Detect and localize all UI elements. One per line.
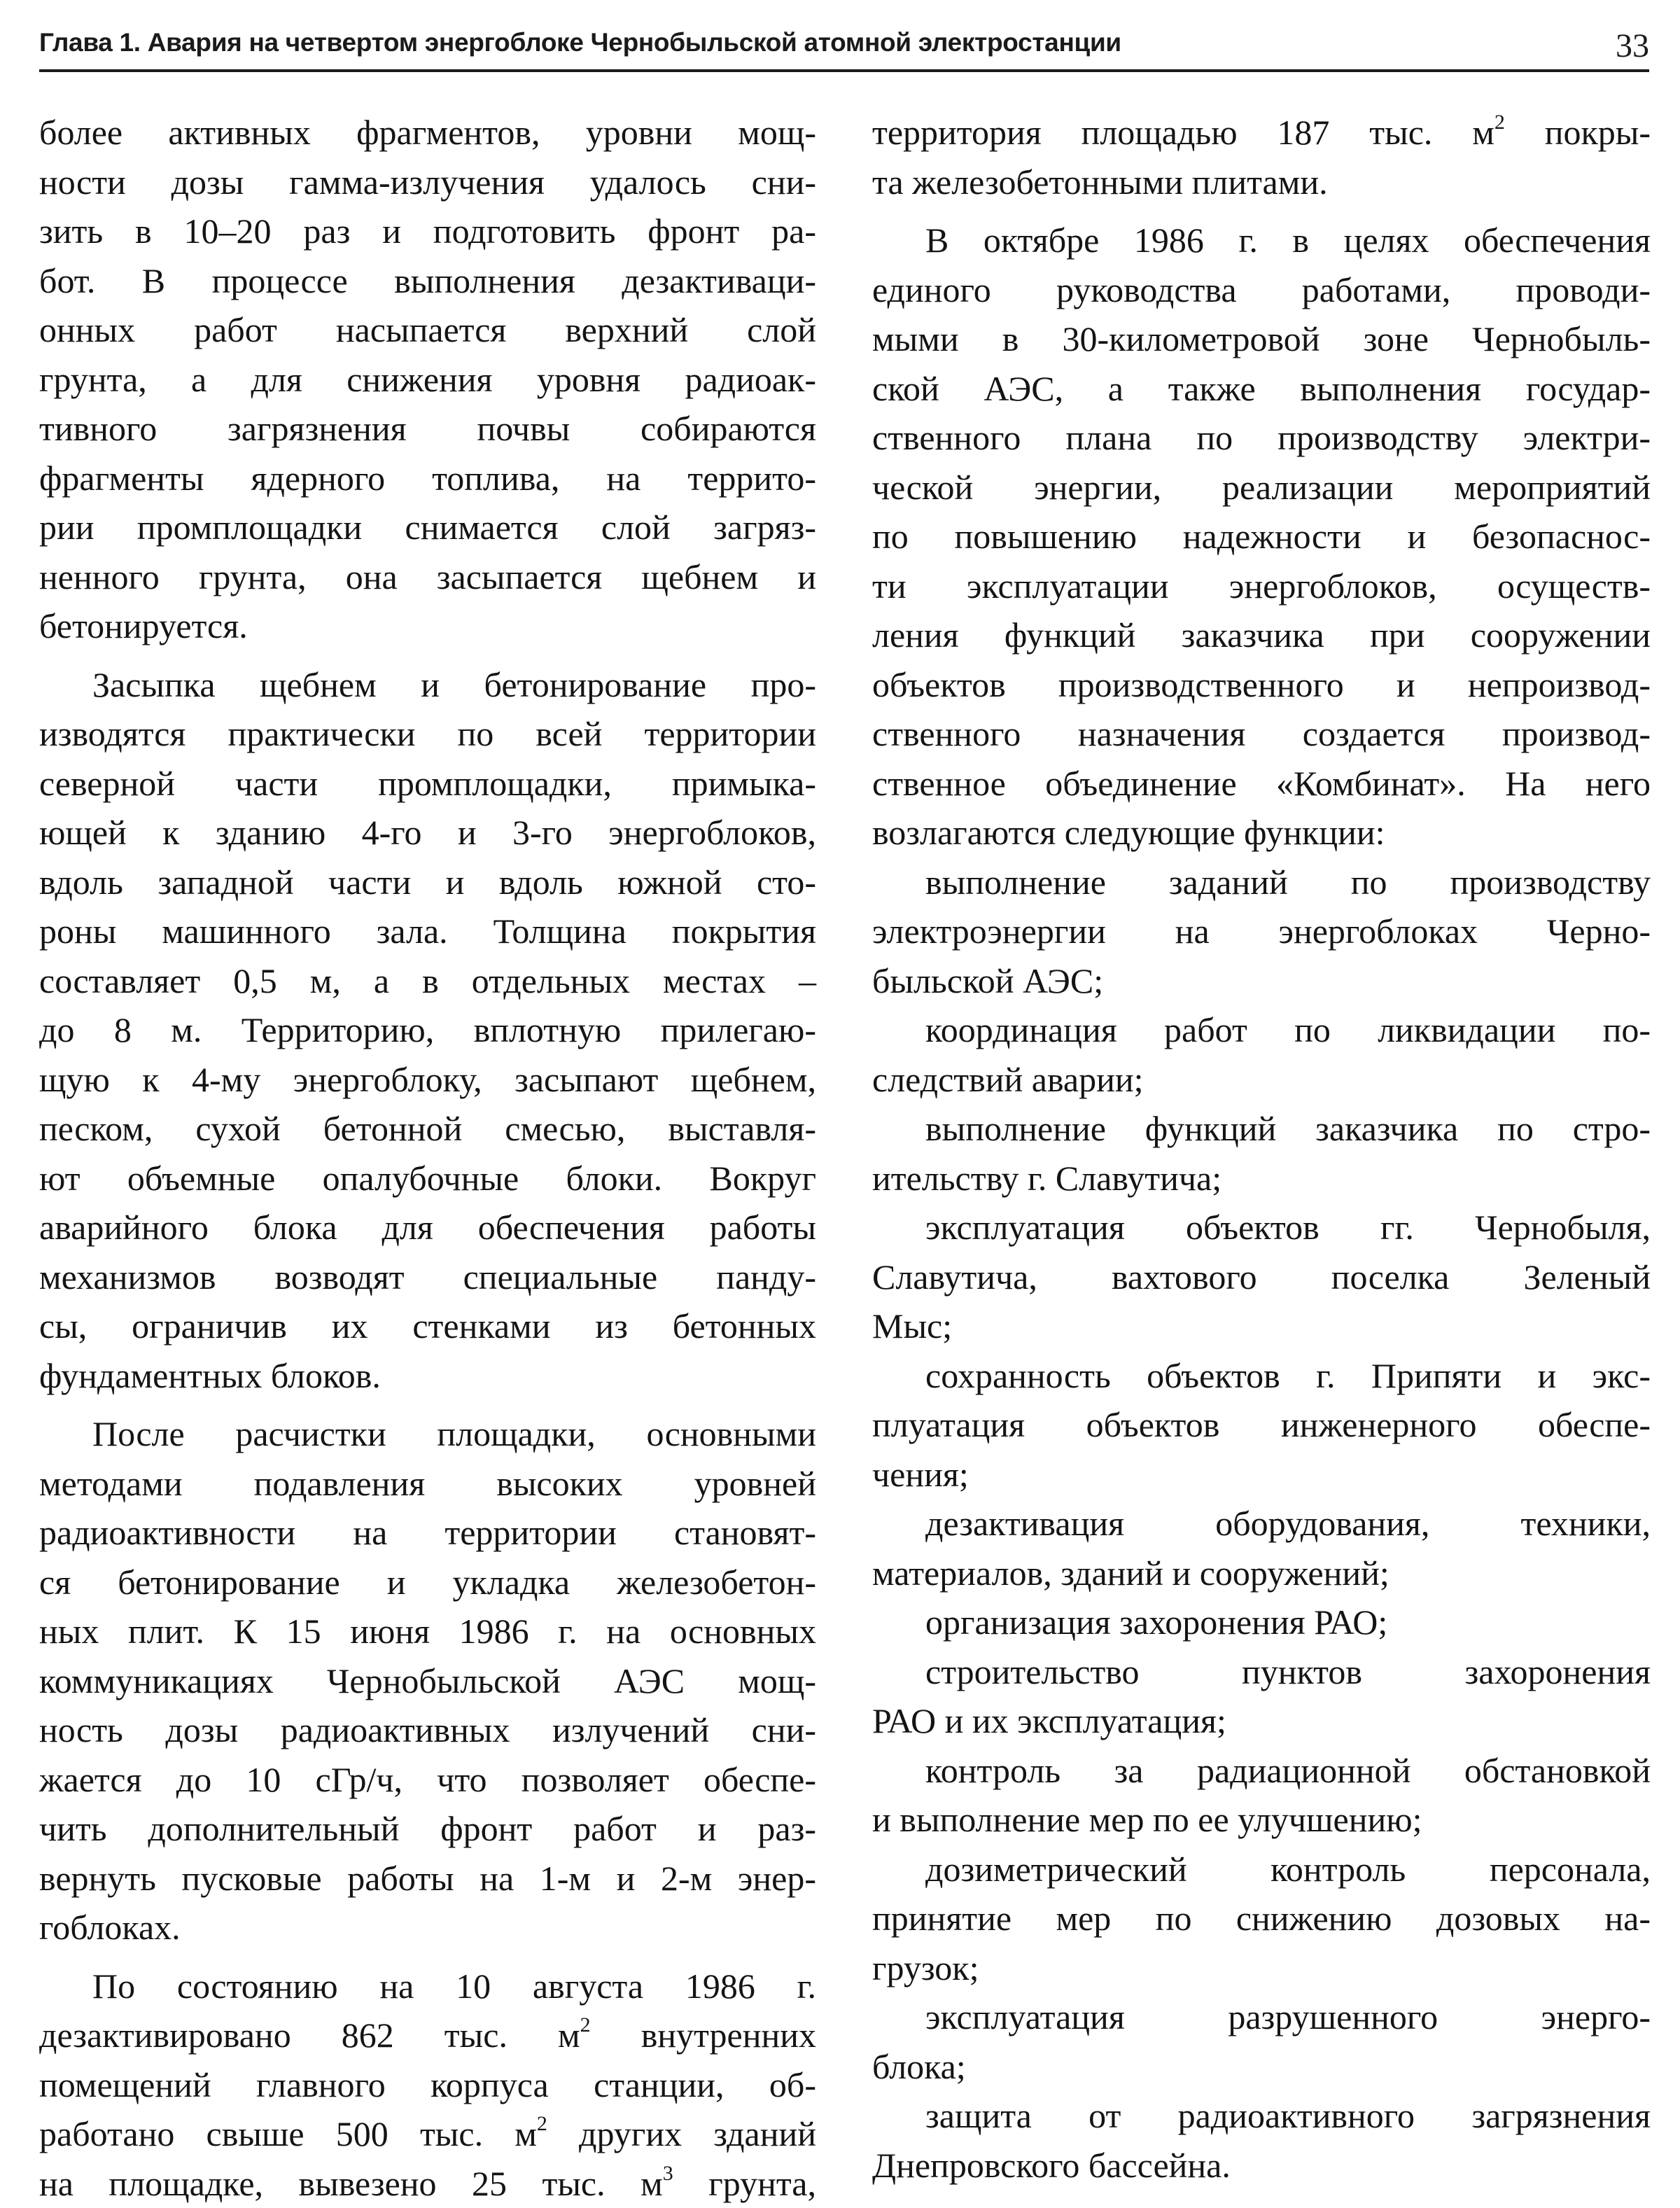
text-line: быльской АЭС; xyxy=(872,956,1651,1006)
text-line: механизмов возводят специальные панду- xyxy=(39,1252,816,1302)
text-fragment: покры- xyxy=(1505,113,1651,152)
text-fragment: грунта, xyxy=(673,2164,816,2203)
text-line: фрагменты ядерного топлива, на террито- xyxy=(39,454,816,503)
superscript: 2 xyxy=(537,2112,547,2135)
text-line: щую к 4-му энергоблоку, засыпают щебнем, xyxy=(39,1055,816,1105)
text-line: грузок; xyxy=(872,1943,1651,1993)
text-line: фундаментных блоков. xyxy=(39,1351,816,1401)
text-line: методами подавления высоких уровней xyxy=(39,1459,816,1509)
list-item: дозиметрический контроль персонала, xyxy=(872,1845,1651,1894)
text-line: объектов производственного и непроизвод- xyxy=(872,660,1651,710)
text-line: зить в 10–20 раз и подготовить фронт ра- xyxy=(39,207,816,256)
superscript: 2 xyxy=(580,2013,591,2036)
list-item: организация захоронения РАО; xyxy=(872,1598,1651,1647)
text-line: единого руководства работами, проводи- xyxy=(872,265,1651,315)
text-line: ность дозы радиоактивных излучений сни- xyxy=(39,1705,816,1755)
text-line: и выполнение мер по ее улучшению; xyxy=(872,1795,1651,1845)
text-line: ти эксплуатации энергоблоков, осуществ- xyxy=(872,561,1651,611)
chapter-title: Глава 1. Авария на четвертом энергоблоке Чернобыльской атомной электростанции xyxy=(39,28,1121,57)
text-line: ственного назначения создается производ- xyxy=(872,709,1651,759)
text-line: ности дозы гамма-излучения удалось сни- xyxy=(39,158,816,207)
text-line: В октябре 1986 г. в целях обеспечения xyxy=(872,216,1651,265)
text-line: изводятся практически по всей территории xyxy=(39,709,816,759)
text-line: более активных фрагментов, уровни мощ- xyxy=(39,108,816,158)
text-line xyxy=(39,2159,816,2208)
superscript: 2 xyxy=(1494,111,1505,134)
text-fragment: внутренних xyxy=(591,2015,816,2055)
text-line: чения; xyxy=(872,1450,1651,1500)
text-line: онных работ насыпается верхний слой xyxy=(39,305,816,355)
text-line: РАО и их эксплуатация; xyxy=(872,1696,1651,1746)
left-column xyxy=(39,108,816,2208)
text-line: тивного загрязнения почвы собираются xyxy=(39,404,816,454)
text-line: принятие мер по снижению дозовых на- xyxy=(872,1894,1651,1943)
list-item: эксплуатация разрушенного энерго- xyxy=(872,1992,1651,2042)
text-line: по повышению надежности и безопаснос- xyxy=(872,512,1651,561)
text-line: жается до 10 сГр/ч, что позволяет обеспе- xyxy=(39,1755,816,1805)
list-item: сохранность объектов г. Припяти и экс- xyxy=(872,1351,1651,1401)
text-fragment: других зданий xyxy=(547,2114,816,2153)
text-line: песком, сухой бетонной смесью, выставля- xyxy=(39,1104,816,1154)
text-line xyxy=(872,108,1651,158)
text-line: ных плит. К 15 июня 1986 г. на основных xyxy=(39,1607,816,1656)
text-line: ческой энергии, реализации мероприятий xyxy=(872,463,1651,512)
text-line: Мыс; xyxy=(872,1301,1651,1351)
text-line: коммуникациях Чернобыльской АЭС мощ- xyxy=(39,1656,816,1706)
text-line: сы, ограничив их стенками из бетонных xyxy=(39,1301,816,1351)
text-line xyxy=(39,2011,816,2060)
list-item: эксплуатация объектов гг. Чернобыля, xyxy=(872,1203,1651,1252)
text-line: По состоянию на 10 августа 1986 г. xyxy=(39,1962,816,2011)
text-line: бетонируется. xyxy=(39,601,816,651)
text-line: ственного плана по производству электри- xyxy=(872,413,1651,463)
header-rule xyxy=(39,69,1649,72)
page-number: 33 xyxy=(1616,27,1649,65)
list-item: контроль за радиационной обстановкой xyxy=(872,1746,1651,1796)
text-line: ительству г. Славутича; xyxy=(872,1154,1651,1203)
text-line: рии промплощадки снимается слой загряз- xyxy=(39,503,816,552)
text-line: электроэнергии на энергоблоках Черно- xyxy=(872,907,1651,956)
text-fragment: работано свыше 500 тыс. м xyxy=(39,2114,537,2153)
text-line: до 8 м. Территорию, вплотную прилегаю- xyxy=(39,1005,816,1055)
text-line: Засыпка щебнем и бетонирование про- xyxy=(39,660,816,710)
text-line: ся бетонирование и укладка железобетон- xyxy=(39,1558,816,1607)
text-line: ющей к зданию 4-го и 3-го энергоблоков, xyxy=(39,808,816,858)
text-line: следствий аварии; xyxy=(872,1055,1651,1105)
text-line: мыми в 30-километровой зоне Чернобыль- xyxy=(872,314,1651,364)
list-item: защита от радиоактивного загрязнения xyxy=(872,2091,1651,2141)
text-line: Славутича, вахтового поселка Зеленый xyxy=(872,1252,1651,1302)
text-line: роны машинного зала. Толщина покрытия xyxy=(39,907,816,956)
text-fragment: территория площадью 187 тыс. м xyxy=(872,113,1494,152)
text-line: блока; xyxy=(872,2042,1651,2092)
text-line: ской АЭС, а также выполнения государ- xyxy=(872,364,1651,414)
text-line: чить дополнительный фронт работ и раз- xyxy=(39,1804,816,1854)
text-line: гоблоках. xyxy=(39,1903,816,1952)
text-line: составляет 0,5 м, а в отдельных местах – xyxy=(39,956,816,1006)
list-item: выполнение заданий по производству xyxy=(872,858,1651,907)
text-line: северной части промплощадки, примыка- xyxy=(39,759,816,809)
text-line: ненного грунта, она засыпается щебнем и xyxy=(39,552,816,602)
text-line: ют объемные опалубочные блоки. Вокруг xyxy=(39,1154,816,1203)
text-line: После расчистки площадки, основными xyxy=(39,1409,816,1459)
superscript: 3 xyxy=(663,2162,673,2185)
text-line: помещений главного корпуса станции, об- xyxy=(39,2060,816,2110)
text-line: возлагаются следующие функции: xyxy=(872,808,1651,858)
text-line: аварийного блока для обеспечения работы xyxy=(39,1203,816,1252)
text-line: бот. В процессе выполнения дезактиваци- xyxy=(39,256,816,306)
list-item: выполнение функций заказчика по стро- xyxy=(872,1104,1651,1154)
text-fragment: на площадке, вывезено 25 тыс. м xyxy=(39,2164,663,2203)
text-line: вдоль западной части и вдоль южной сто- xyxy=(39,858,816,907)
text-line: материалов, зданий и сооружений; xyxy=(872,1549,1651,1598)
text-line: Днепровского бассейна. xyxy=(872,2141,1651,2190)
text-line: ления функций заказчика при сооружении xyxy=(872,610,1651,660)
text-line: вернуть пусковые работы на 1-м и 2-м энер- xyxy=(39,1854,816,1903)
text-line: та железобетонными плитами. xyxy=(872,158,1651,207)
list-item: строительство пунктов захоронения xyxy=(872,1647,1651,1697)
list-item: дезактивация оборудования, техники, xyxy=(872,1499,1651,1549)
text-fragment: дезактивировано 862 тыс. м xyxy=(39,2015,580,2055)
text-line: грунта, а для снижения уровня радиоак- xyxy=(39,355,816,405)
text-line: ственное объединение «Комбинат». На него xyxy=(872,759,1651,809)
right-column xyxy=(872,108,1651,2190)
list-item: координация работ по ликвидации по- xyxy=(872,1005,1651,1055)
text-line xyxy=(39,2109,816,2159)
text-line: плуатация объектов инженерного обеспе- xyxy=(872,1400,1651,1450)
text-line: радиоактивности на территории становят- xyxy=(39,1508,816,1558)
